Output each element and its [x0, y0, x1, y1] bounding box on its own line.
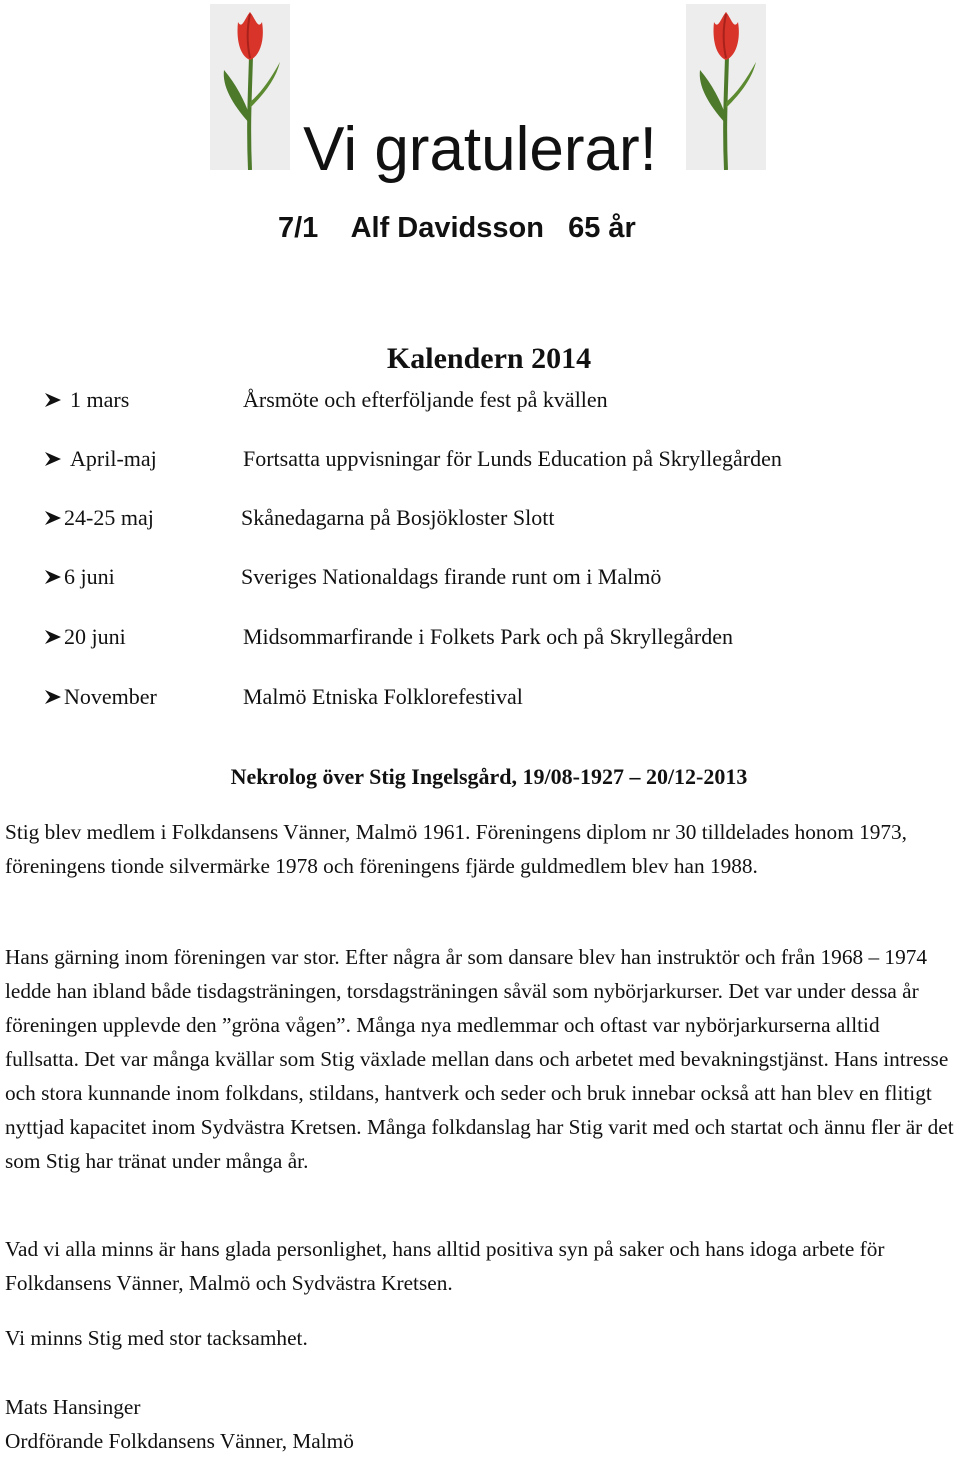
- calendar-item-date: 20 juni: [64, 624, 126, 649]
- calendar-item: [0, 560, 960, 594]
- calendar-item-date: 1 mars: [70, 387, 130, 412]
- calendar-title: Kalendern 2014: [386, 342, 592, 375]
- calendar-item-date: November: [64, 684, 157, 709]
- arrow-bullet-icon: [44, 689, 62, 705]
- obituary-paragraph: Stig blev medlem i Folkdansens Vänner, Malmö 1961. Föreningens diplom nr 30 tilldelades honom 1973, föreningens tionde silvermärke 1978 och föreningens fjärde guldmedlem blev han 1988.: [5, 820, 908, 878]
- calendar-item-event: Skånedagarna på Bosjökloster Slott: [241, 505, 555, 530]
- congrats-name: Alf Davidsson: [350, 212, 544, 244]
- calendar-item-date: 6 juni: [64, 564, 115, 589]
- arrow-bullet-icon: [44, 392, 62, 408]
- arrow-bullet-icon: [44, 629, 62, 645]
- calendar-item: [0, 501, 960, 535]
- calendar-item-event: Midsommarfirande i Folkets Park och på Skryllegården: [243, 624, 734, 649]
- obituary-paragraph: Vad vi alla minns är hans glada personlighet, hans alltid positiva syn på saker och hans idoga arbete för Folkdansens Vänner, Malmö och Sydvästra Kretsen.: [5, 1237, 885, 1295]
- signature-name: Mats Hansinger: [5, 1395, 141, 1419]
- arrow-bullet-icon: [44, 451, 62, 467]
- calendar-item-date: April-maj: [70, 446, 157, 471]
- obituary-paragraph: Vi minns Stig med stor tacksamhet.: [5, 1326, 308, 1350]
- obituary-paragraph: Hans gärning inom föreningen var stor. Efter några år som dansare blev han instruktör och från 1968 – 1974 ledde han ibland både tisdagsträningen, torsdagsträningen såväl som nybörjarkurser. Det var under dessa år föreningen upplevde den ”gröna vågen”. Många nya medlemmar och oftast var nybörjarkurserna alltid fullsatta. Det var många kvällar som Stig växlade mellan dans och arbetet med bevakningstjänst. Hans intresse och stora kunnande inom folkdans, stildans, hantverk och seder och bruk innebar också att han blev en flitigt nyttjad kapacitet inom Sydvästra Kretsen. Många folkdanslag har Stig varit med och startat och ännu fler är det som Stig har tränat under många år.: [5, 945, 954, 1173]
- congrats-line: [278, 208, 636, 248]
- calendar-item-event: Fortsatta uppvisningar för Lunds Education på Skryllegården: [243, 446, 782, 471]
- calendar-item: [0, 383, 960, 417]
- congrats-date: 7/1: [278, 212, 319, 244]
- page-headline: Vi gratulerar!: [303, 115, 657, 184]
- calendar-item-event: Malmö Etniska Folklorefestival: [243, 684, 523, 709]
- obituary-title: Nekrolog över Stig Ingelsgård, 19/08-1927 – 20/12-2013: [230, 764, 748, 789]
- calendar-item-date: 24-25 maj: [64, 505, 154, 530]
- arrow-bullet-icon: [44, 569, 62, 585]
- congrats-age: 65 år: [568, 212, 636, 244]
- calendar-item: [0, 442, 960, 476]
- signature-title: Ordförande Folkdansens Vänner, Malmö: [5, 1429, 354, 1453]
- calendar-item-event: Sveriges Nationaldags firande runt om i Malmö: [241, 564, 662, 589]
- arrow-bullet-icon: [44, 510, 62, 526]
- calendar-item-event: Årsmöte och efterföljande fest på kvällen: [243, 387, 608, 412]
- calendar-item: [0, 680, 960, 714]
- calendar-item: [0, 620, 960, 654]
